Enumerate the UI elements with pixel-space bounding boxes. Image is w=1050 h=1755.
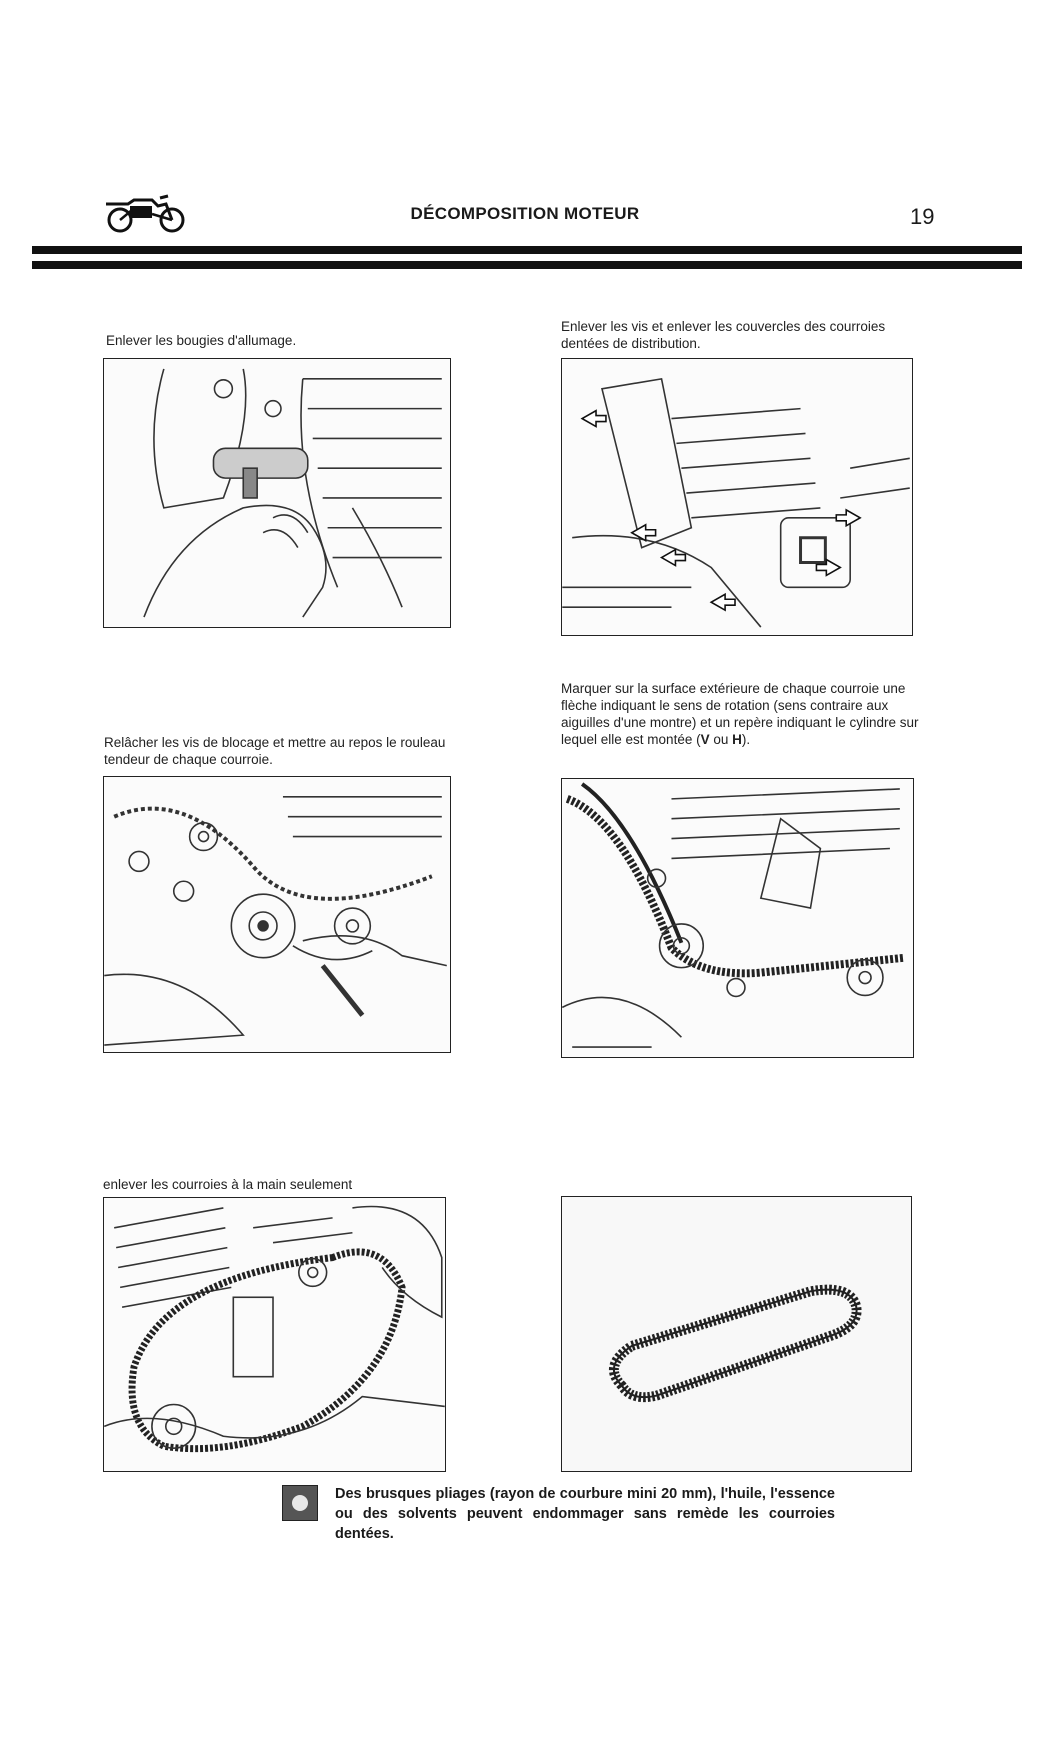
motorcycle-icon	[100, 190, 192, 236]
illustration-spark-plug-removal	[103, 358, 451, 628]
illustration-toothed-belt	[561, 1196, 912, 1472]
section-title: DÉCOMPOSITION MOTEUR	[410, 204, 640, 223]
step-caption-belt-covers: Enlever les vis et enlever les couvercles des courroies dentées de distribution.	[561, 319, 886, 351]
warning-note: Des brusques pliages (rayon de courbure mini 20 mm), l'huile, l'essence ou des solvents peuvent endommager sans remède les courroies dentées.	[335, 1486, 835, 1542]
warning-square-icon	[282, 1485, 318, 1521]
header-rule-top	[32, 246, 1022, 254]
page-number: 19	[910, 204, 935, 229]
illustration-tensioner-release	[103, 776, 451, 1053]
illustration-marked-belts	[561, 778, 914, 1058]
illustration-remove-belts-by-hand	[103, 1197, 446, 1472]
illustration-belt-covers	[561, 358, 913, 636]
step-caption-spark-plugs: Enlever les bougies d'allumage.	[106, 333, 297, 348]
step-caption-mark-belts: Marquer sur la surface extérieure de chaque courroie une flèche indiquant le sens de rotation (sens contraire aux aiguilles d'une montre) et un repère indiquant le cylindre sur lequel elle est montée (V ou H).	[561, 681, 919, 747]
step-caption-tensioner: Relâcher les vis de blocage et mettre au repos le rouleau tendeur de chaque courroie.	[104, 735, 446, 767]
header-rule-bottom	[32, 261, 1022, 269]
step-caption-remove-belts: enlever les courroies à la main seulement	[103, 1177, 353, 1192]
